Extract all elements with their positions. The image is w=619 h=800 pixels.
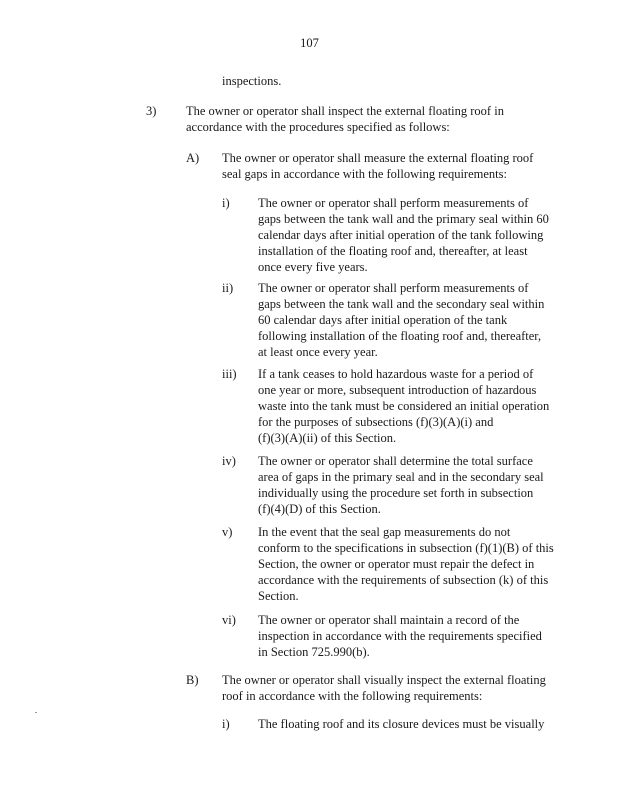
page-number: 107 (300, 36, 319, 50)
item-3-text: The owner or operator shall inspect the external floating roof in accordance with the procedures specified as follows: (186, 104, 504, 134)
item-a-i-label: i) (222, 196, 230, 210)
item-b-i-text: The floating roof and its closure devices must be visually (258, 717, 545, 731)
item-a-v-label: v) (222, 525, 233, 539)
item-a-label: A) (186, 151, 200, 165)
item-a-iii-label: iii) (222, 367, 237, 381)
scan-speck (35, 712, 37, 713)
item-a-v-text: In the event that the seal gap measurements do not conform to the specifications in subsection (f)(1)(B) of this Section, the owner or operator must repair the defect in accordance with the requirements of subsection (k) of this Section. (258, 525, 554, 603)
item-a-vi-text: The owner or operator shall maintain a record of the inspection in accordance with the requirements specified in Section 725.990(b). (258, 613, 542, 659)
item-a-vi-label: vi) (222, 613, 236, 627)
item-b-text: The owner or operator shall visually inspect the external floating roof in accordance with the following requirements: (222, 673, 546, 703)
continuation-text: inspections. (222, 74, 282, 88)
item-3-label: 3) (146, 104, 157, 118)
item-a-i-text: The owner or operator shall perform measurements of gaps between the tank wall and the primary seal within 60 calendar days after initial operation of the tank following installation of the floating roof and, thereafter, at least once every five years. (258, 196, 549, 274)
item-a-iv-label: iv) (222, 454, 236, 468)
item-a-text: The owner or operator shall measure the external floating roof seal gaps in accordance with the following requirements: (222, 151, 534, 181)
item-b-label: B) (186, 673, 199, 687)
item-a-iii-text: If a tank ceases to hold hazardous waste for a period of one year or more, subsequent introduction of hazardous waste into the tank must be considered an initial operation for the purposes of subsections (f)(3)(A)(i) and (f)(3)(A)(ii) of this Section. (258, 367, 550, 445)
item-a-ii-text: The owner or operator shall perform measurements of gaps between the tank wall and the secondary seal within 60 calendar days after initial operation of the tank following installation of the floating roof and, thereafter, at least once every year. (258, 281, 545, 359)
item-b-i-label: i) (222, 717, 230, 731)
item-a-ii-label: ii) (222, 281, 234, 295)
item-a-iv-text: The owner or operator shall determine the total surface area of gaps in the primary seal and in the secondary seal individually using the procedure set forth in subsection (f)(4)(D) of this Section. (258, 454, 544, 516)
